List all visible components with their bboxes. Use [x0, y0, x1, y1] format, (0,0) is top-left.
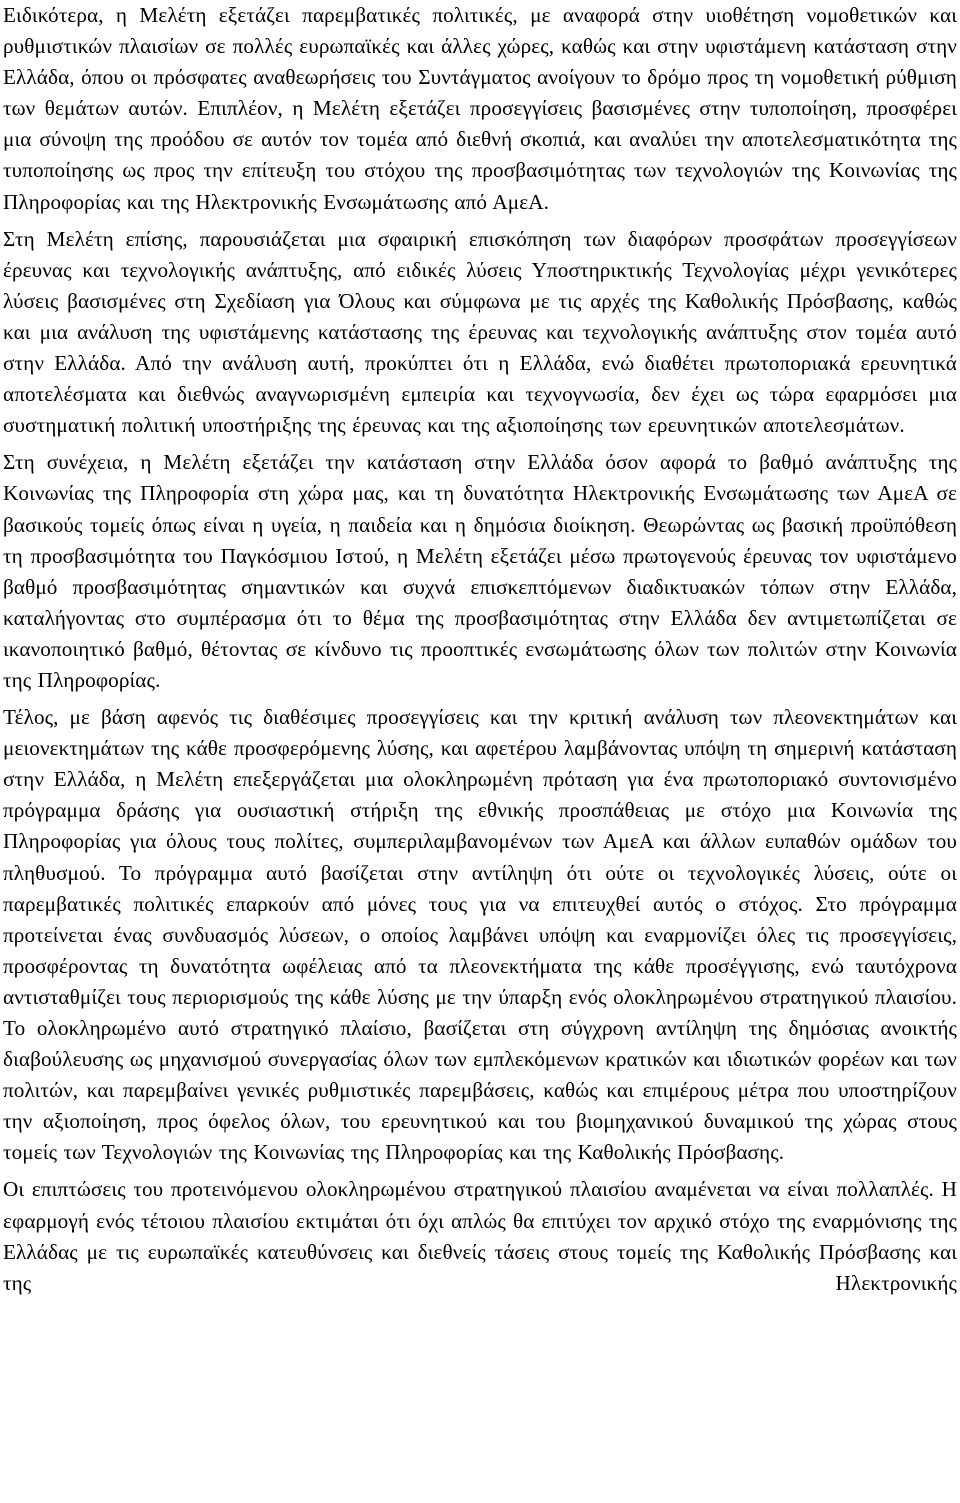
document-page [3, 0, 957, 1305]
paragraph-research-overview: Στη Μελέτη επίσης, παρουσιάζεται μια σφαιρική επισκόπηση των διαφόρων προσφάτων προσεγγίσεων έρευνας και τεχνολογικής ανάπτυξης, από ειδικές λύσεις Υποστηρικτικής Τεχνολογίας μέχρι γενικότερες λύσεις βασισμένες στη Σχεδίαση για Όλους και σύμφωνα με τις αρχές της Καθολικής Πρόσβασης, καθώς και μια ανάλυση της υφιστάμενης κατάστασης της έρευνας και τεχνολογικής ανάπτυξης στον τομέα αυτό στην Ελλάδα. Από την ανάλυση αυτή, προκύπτει ότι η Ελλάδα, ενώ διαθέτει πρωτοποριακά ερευνητικά αποτελέσματα και διεθνώς αναγνωρισμένη εμπειρία και τεχνογνωσία, δεν έχει ως τώρα εφαρμόσει μια συστηματική πολιτική υποστήριξης της έρευνας και της αξιοποίησης των ερευνητικών αποτελεσμάτων. [3, 226, 957, 438]
paragraph-greece-situation: Στη συνέχεια, η Μελέτη εξετάζει την κατάσταση στην Ελλάδα όσον αφορά το βαθμό ανάπτυξης της Κοινωνίας της Πληροφορία στη χώρα μας, και τη δυνατότητα Ηλεκτρονικής Ενσωμάτωσης των ΑμεΑ σε βασικούς τομείς όπως είναι η υγεία, η παιδεία και η δημόσια διοίκηση. Θεωρώντας ως βασική προϋπόθεση τη προσβασιμότητα του Παγκόσμιου Ιστού, η Μελέτη εξετάζει μέσω πρωτογενούς έρευνας τον υφιστάμενο βαθμό προσβασιμότητας σημαντικών και συχνά επισκεπτόμενων διαδικτυακών τόπων στην Ελλάδα, καταλήγοντας στο συμπέρασμα ότι το θέμα της προσβασιμότητας στην Ελλάδα δεν αντιμετωπίζεται σε ικανοποιητικό βαθμό, θέτοντας σε κίνδυνο τις προοπτικές ενσωμάτωσης όλων των πολιτών στην Κοινωνία της Πληροφορίας. [3, 450, 957, 692]
paragraph-policies-standardization: Ειδικότερα, η Μελέτη εξετάζει παρεμβατικές πολιτικές, με αναφορά στην υιοθέτηση νομοθετικών και ρυθμιστικών πλαισίων σε πολλές ευρωπαϊκές και άλλες χώρες, καθώς και στην υφιστάμενη κατάσταση στην Ελλάδα, όπου οι πρόσφατες αναθεωρήσεις του Συντάγματος ανοίγουν το δρόμο προς τη νομοθετική ρύθμιση των θεμάτων αυτών. Επιπλέον, η Μελέτη εξετάζει προσεγγίσεις βασισμένες στην τυποποίηση, προσφέρει μια σύνοψη της προόδου σε αυτόν τον τομέα από διεθνή σκοπιά, και αναλύει την αποτελεσματικότητα της τυποποίησης ως προς την επίτευξη του στόχου της προσβασιμότητας των τεχνολογιών της Κοινωνίας της Πληροφορίας και της Ηλεκτρονικής Ενσωμάτωσης από ΑμεΑ. [3, 3, 957, 214]
paragraph-expected-impact: Οι επιπτώσεις του προτεινόμενου ολοκληρωμένου στρατηγικού πλαισίου αναμένεται να είναι πολλαπλές. Η εφαρμογή ενός τέτοιου πλαισίου εκτιμάται ότι όχι απλώς θα επιτύχει τον αρχικό στόχο της εναρμόνισης της Ελλάδας με τις ευρωπαϊκές κατευθύνσεις και διεθνείς τάσεις στους τομείς της Καθολικής Πρόσβασης και της Ηλεκτρονικής [3, 1177, 957, 1295]
paragraph-action-programme: Τέλος, με βάση αφενός τις διαθέσιμες προσεγγίσεις και την κριτική ανάλυση των πλεονεκτημάτων και μειονεκτημάτων της κάθε προσφερόμενης λύσης, και αφετέρου λαμβάνοντας υπόψη τη σημερινή κατάσταση στην Ελλάδα, η Μελέτη επεξεργάζεται μια ολοκληρωμένη πρόταση για ένα πρωτοποριακό συντονισμένο πρόγραμμα δράσης για ουσιαστική στήριξη της εθνικής προσπάθειας με στόχο μια Κοινωνία της Πληροφορίας για όλους τους πολίτες, συμπεριλαμβανομένων των ΑμεΑ και άλλων ευπαθών ομάδων του πληθυσμού. Το πρόγραμμα αυτό βασίζεται στην αντίληψη ότι ούτε οι τεχνολογικές λύσεις, ούτε οι παρεμβατικές πολιτικές επαρκούν από μόνες τους για να επιτευχθεί αυτός ο στόχος. Στο πρόγραμμα προτείνεται ένας συνδυασμός λύσεων, ο οποίος λαμβάνει υπόψη και εναρμονίζει όλες τις προσεγγίσεις, προσφέροντας τη δυνατότητα ωφέλειας από τα πλεονεκτήματα της κάθε προσέγγισης, ενώ ταυτόχρονα αντισταθμίζει τους περιορισμούς της κάθε λύσης με την ύπαρξη ενός ολοκληρωμένου στρατηγικού πλαισίου. Το ολοκληρωμένο αυτό στρατηγικό πλαίσιο, βασίζεται στη σύγχρονη αντίληψη της δημόσιας ανοικτής διαβούλευσης ως μηχανισμού συνεργασίας όλων των εμπλεκόμενων κρατικών και ιδιωτικών φορέων και των πολιτών, και παρεμβαίνει γενικές ρυθμιστικές παρεμβάσεις, καθώς και επιμέρους μέτρα που υποστηρίζουν την αξιοποίηση, προς όφελος όλων, του ερευνητικού και του βιομηχανικού δυναμικού της χώρας στους τομείς των Τεχνολογιών της Κοινωνίας της Πληροφορίας και της Καθολικής Πρόσβασης. [3, 705, 957, 1165]
